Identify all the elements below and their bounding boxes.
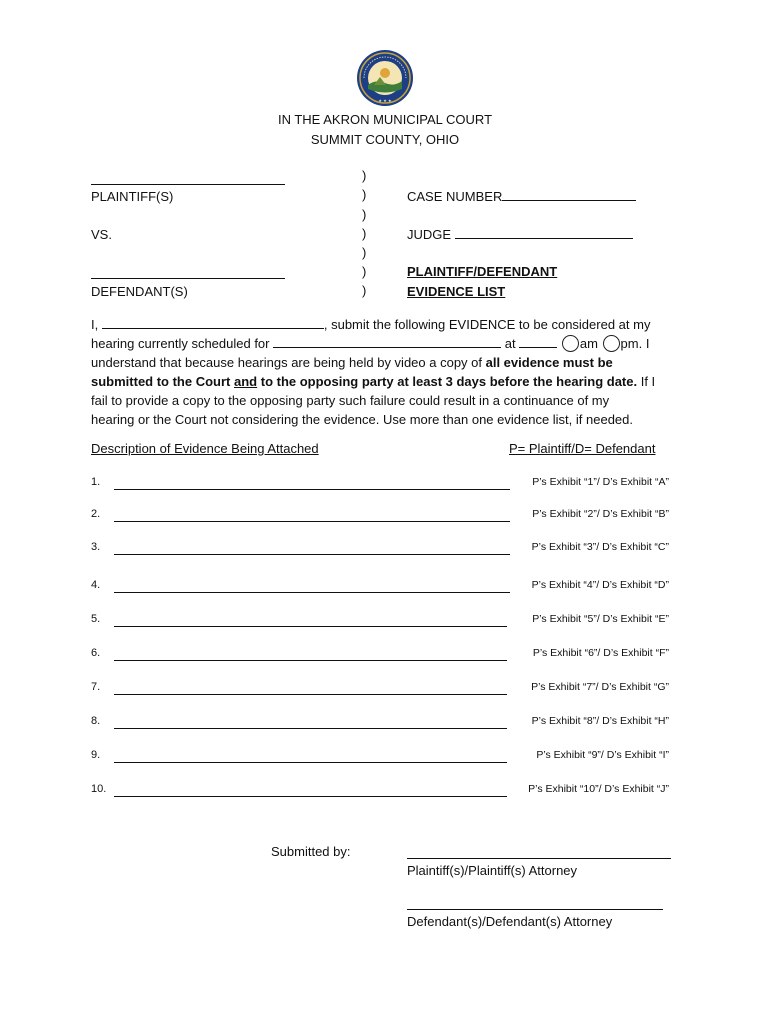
exhibit-label: P’s Exhibit “3”/ D’s Exhibit “C” (531, 541, 669, 553)
document-title-line1: PLAINTIFF/DEFENDANT (407, 264, 558, 279)
court-name: IN THE AKRON MUNICIPAL COURT (277, 112, 493, 127)
submitter-name-field[interactable] (102, 317, 324, 329)
evidence-row-number: 2. (91, 508, 101, 520)
caption-paren: ) (362, 226, 367, 241)
evidence-description-field[interactable] (114, 488, 510, 490)
evidence-description-field[interactable] (114, 625, 507, 627)
caption-paren: ) (362, 264, 367, 279)
evidence-row-number: 7. (91, 681, 101, 693)
plaintiff-label: PLAINTIFF(S) (91, 189, 174, 204)
exhibit-label: P’s Exhibit “6”/ D’s Exhibit “F” (532, 647, 669, 659)
plaintiff-attorney-label: Plaintiff(s)/Plaintiff(s) Attorney (407, 863, 578, 878)
case-number-label: CASE NUMBER (407, 189, 636, 204)
evidence-description-header: Description of Evidence Being Attached (91, 441, 319, 456)
exhibit-label: P’s Exhibit “2”/ D’s Exhibit “B” (532, 508, 669, 520)
evidence-row-number: 8. (91, 715, 101, 727)
evidence-description-field[interactable] (114, 520, 510, 522)
county-name: SUMMIT COUNTY, OHIO (310, 132, 460, 147)
caption-paren: ) (362, 168, 367, 183)
caption-paren: ) (362, 245, 367, 260)
evidence-description-field[interactable] (114, 795, 507, 797)
evidence-description-field[interactable] (114, 693, 507, 695)
vs-label: VS. (91, 227, 112, 242)
evidence-description-field[interactable] (114, 591, 510, 593)
defendant-label: DEFENDANT(S) (91, 284, 188, 299)
evidence-row-number: 1. (91, 476, 101, 488)
evidence-row-number: 5. (91, 613, 101, 625)
evidence-row-number: 10. (91, 783, 107, 795)
exhibit-label: P’s Exhibit “7”/ D’s Exhibit “G” (531, 681, 669, 693)
pm-radio[interactable] (603, 335, 620, 352)
caption-paren: ) (362, 207, 367, 222)
evidence-row-number: 3. (91, 541, 101, 553)
exhibit-label: P’s Exhibit “8”/ D’s Exhibit “H” (531, 715, 669, 727)
hearing-date-field[interactable] (273, 336, 501, 348)
plaintiff-name-field[interactable] (91, 183, 285, 185)
caption-paren: ) (362, 283, 367, 298)
evidence-description-field[interactable] (114, 761, 507, 763)
caption-paren: ) (362, 187, 367, 202)
county-seal-icon (356, 49, 414, 107)
exhibit-label: P’s Exhibit “9”/ D’s Exhibit “I” (536, 749, 669, 761)
judge-label: JUDGE (407, 227, 633, 242)
exhibit-label: P’s Exhibit “10”/ D’s Exhibit “J” (528, 783, 669, 795)
submitted-by-label: Submitted by: (271, 844, 351, 859)
evidence-description-field[interactable] (114, 659, 507, 661)
judge-field[interactable] (455, 227, 633, 239)
evidence-description-field[interactable] (114, 553, 510, 555)
exhibit-label: P’s Exhibit “4”/ D’s Exhibit “D” (531, 579, 669, 591)
statement-paragraph: I, , submit the following EVIDENCE to be considered at my hearing currently scheduled for at am pm. I understand that because hearings are being held by video a copy of all evidence must be submitted to the Court and to the opposing party at least 3 days before the hearing date. If I fail to provide a copy to the opposing party such failure could result in a continuance of my hearing or the Court not considering the evidence. Use more than one evidence list, if needed. (91, 317, 656, 427)
exhibit-label: P’s Exhibit “1”/ D’s Exhibit “A” (532, 476, 669, 488)
am-radio[interactable] (562, 335, 579, 352)
hearing-time-field[interactable] (519, 336, 557, 348)
defendant-name-field[interactable] (91, 277, 285, 279)
exhibit-label: P’s Exhibit “5”/ D’s Exhibit “E” (532, 613, 669, 625)
evidence-row-number: 9. (91, 749, 101, 761)
case-number-field[interactable] (502, 189, 636, 201)
party-legend-header: P= Plaintiff/D= Defendant (509, 441, 656, 456)
defendant-signature-line[interactable] (407, 908, 663, 910)
document-title-line2: EVIDENCE LIST (407, 284, 506, 299)
defendant-attorney-label: Defendant(s)/Defendant(s) Attorney (407, 914, 613, 929)
svg-text:★ ★ ★: ★ ★ ★ (378, 98, 392, 103)
evidence-row-number: 4. (91, 579, 101, 591)
evidence-description-field[interactable] (114, 727, 507, 729)
plaintiff-signature-line[interactable] (407, 857, 671, 859)
evidence-row-number: 6. (91, 647, 101, 659)
